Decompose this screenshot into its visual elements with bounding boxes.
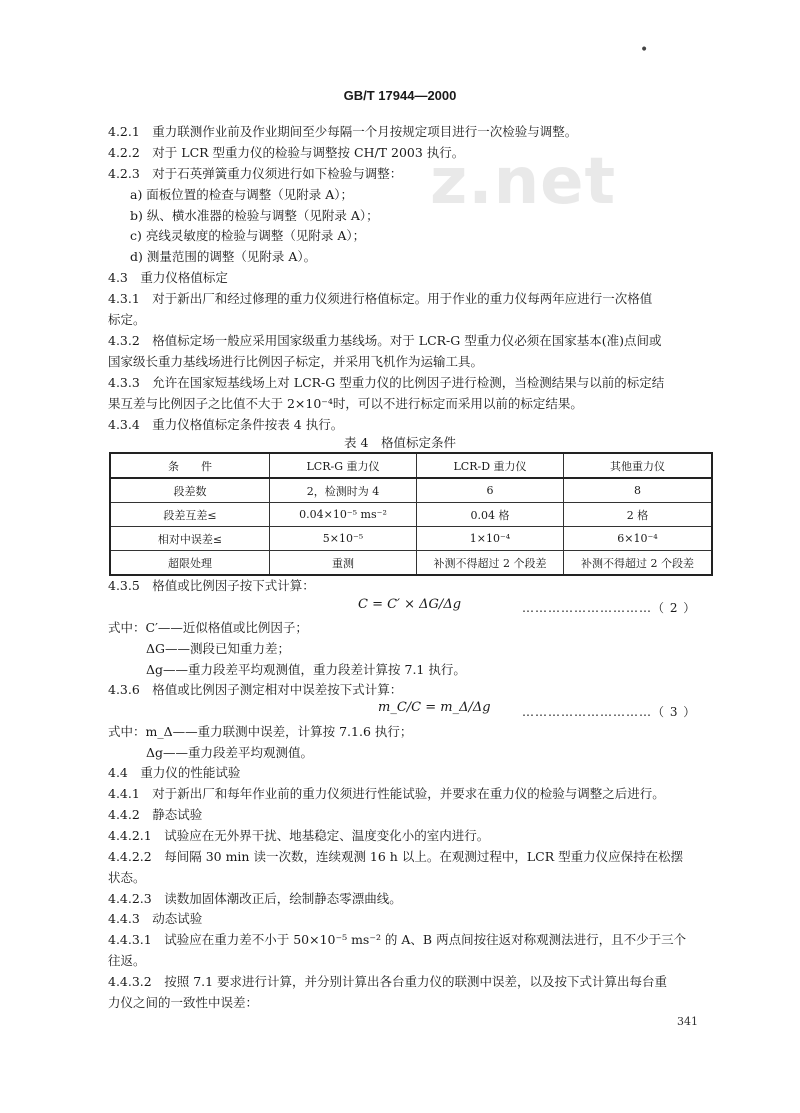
clause-4-4-2-2-cont: 状态。 <box>108 870 146 885</box>
table-cell: 超限处理 <box>110 551 270 576</box>
table-cell: 段差互差≤ <box>110 503 270 527</box>
table-cell: 8 <box>564 478 713 503</box>
table-row <box>110 527 712 551</box>
table-header-row <box>110 453 712 478</box>
clause-4-4-3-1: 4.4.3.1 试验应在重力差不小于 50×10⁻⁵ ms⁻² 的 A、B 两点间按往返对称观测法进行，且不少于三个 <box>108 932 687 947</box>
clause-4-2-1: 4.2.1 重力联测作业前及作业期间至少每隔一个月按规定项目进行一次检验与调整。 <box>108 124 578 139</box>
table-cell: 段差数 <box>110 478 270 503</box>
table-cell: 6×10⁻⁴ <box>564 527 713 551</box>
equation-2: C = C′ × ΔG/Δg <box>358 597 462 612</box>
clause-4-4-3: 4.4.3 动态试验 <box>108 911 203 926</box>
header-cell: LCR-G 重力仪 <box>270 453 417 478</box>
scan-speck: • <box>640 42 649 58</box>
page-number: 341 <box>677 1015 698 1028</box>
clause-4-3-3-cont: 果互差与比例因子之比值不大于 2×10⁻⁴时，可以不进行标定而采用以前的标定结果。 <box>108 396 583 411</box>
table-cell: 相对中误差≤ <box>110 527 270 551</box>
table-cell: 0.04 格 <box>417 503 564 527</box>
clause-4-3-3: 4.3.3 允许在国家短基线场上对 LCR-G 型重力仪的比例因子进行检测，当检测结果与以前的标定结 <box>108 375 665 390</box>
where-delta-g: Δg——重力段差平均观测值，重力段差计算按 7.1 执行。 <box>146 662 466 677</box>
clause-4-4-2: 4.4.2 静态试验 <box>108 807 203 822</box>
clause-4-2-2: 4.2.2 对于 LCR 型重力仪的检验与调整按 CH/T 2003 执行。 <box>108 145 465 160</box>
where-delta-G: ΔG——测段已知重力差； <box>146 641 291 656</box>
table-cell: 2，检测时为 4 <box>270 478 417 503</box>
standard-header: GB/T 17944—2000 <box>343 88 457 103</box>
table-cell: 2 格 <box>564 503 713 527</box>
table-cell: 5×10⁻⁵ <box>270 527 417 551</box>
clause-4-3-5: 4.3.5 格值或比例因子按下式计算： <box>108 578 315 593</box>
clause-4-4-2-3: 4.4.2.3 读数加固体潮改正后，绘制静态零漂曲线。 <box>108 891 402 906</box>
clause-4-3-1-cont: 标定。 <box>108 312 146 327</box>
equation-3-number: …………………………（ 3 ） <box>522 705 697 719</box>
table-cell: 1×10⁻⁴ <box>417 527 564 551</box>
clause-4-4-3-2: 4.4.3.2 按照 7.1 要求进行计算，并分别计算出各台重力仪的联测中误差，以及按下式计算出每台重 <box>108 974 668 989</box>
equation-3: m_C/C = m_Δ/Δg <box>378 700 491 715</box>
item-a: a) 面板位置的检查与调整（见附录 A）； <box>130 187 354 202</box>
section-4-4-title: 4.4 重力仪的性能试验 <box>108 765 241 780</box>
table-cell: 补测不得超过 2 个段差 <box>417 551 564 576</box>
table-row <box>110 503 712 527</box>
clause-4-3-2: 4.3.2 格值标定场一般应采用国家级重力基线场。对于 LCR-G 型重力仪必须在国家基本(准)点间或 <box>108 333 662 348</box>
item-b: b) 纵、横水准器的检验与调整（见附录 A）； <box>130 208 379 223</box>
table-cell: 补测不得超过 2 个段差 <box>564 551 713 576</box>
table-cell: 重测 <box>270 551 417 576</box>
clause-4-4-2-2: 4.4.2.2 每间隔 30 min 读一次数，连续观测 16 h 以上。在观测过程中，LCR 型重力仪应保持在松摆 <box>108 849 684 864</box>
clause-4-3-6: 4.3.6 格值或比例因子测定相对中误差按下式计算： <box>108 682 403 697</box>
clause-4-4-1: 4.4.1 对于新出厂和每年作业前的重力仪须进行性能试验，并要求在重力仪的检验与调整之后进行。 <box>108 786 665 801</box>
table-4-caption: 表 4 格值标定条件 <box>344 435 456 450</box>
clause-4-3-1: 4.3.1 对于新出厂和经过修理的重力仪须进行格值标定。用于作业的重力仪每两年应进行一次格值 <box>108 291 653 306</box>
table-cell: 0.04×10⁻⁵ ms⁻² <box>270 503 417 527</box>
header-cell: 其他重力仪 <box>564 453 713 478</box>
table-row <box>110 478 712 503</box>
item-c: c) 亮线灵敏度的检验与调整（见附录 A）； <box>130 228 366 243</box>
item-d: d) 测量范围的调整（见附录 A）。 <box>130 249 317 264</box>
calibration-conditions-table <box>109 452 713 576</box>
clause-4-2-3: 4.2.3 对于石英弹簧重力仪须进行如下检验与调整： <box>108 166 403 181</box>
equation-2-number: …………………………（ 2 ） <box>522 601 697 615</box>
header-cell: LCR-D 重力仪 <box>417 453 564 478</box>
section-4-3-title: 4.3 重力仪格值标定 <box>108 270 228 285</box>
table-cell: 6 <box>417 478 564 503</box>
header-cell: 条 件 <box>110 453 270 478</box>
where-delta-g-avg: Δg——重力段差平均观测值。 <box>146 745 314 760</box>
watermark: z.net <box>430 145 617 219</box>
clause-4-4-2-1: 4.4.2.1 试验应在无外界干扰、地基稳定、温度变化小的室内进行。 <box>108 828 490 843</box>
where-c-prime: 式中：C′——近似格值或比例因子； <box>108 620 308 635</box>
clause-4-4-3-2-cont: 力仪之间的一致性中误差： <box>108 995 259 1010</box>
table-row <box>110 551 712 576</box>
clause-4-3-2-cont: 国家级长重力基线场进行比例因子标定，并采用飞机作为运输工具。 <box>108 354 484 369</box>
clause-4-4-3-1-cont: 往返。 <box>108 953 146 968</box>
clause-4-3-4: 4.3.4 重力仪格值标定条件按表 4 执行。 <box>108 417 344 432</box>
where-m-delta: 式中：m_Δ——重力联测中误差，计算按 7.1.6 执行； <box>108 724 413 739</box>
